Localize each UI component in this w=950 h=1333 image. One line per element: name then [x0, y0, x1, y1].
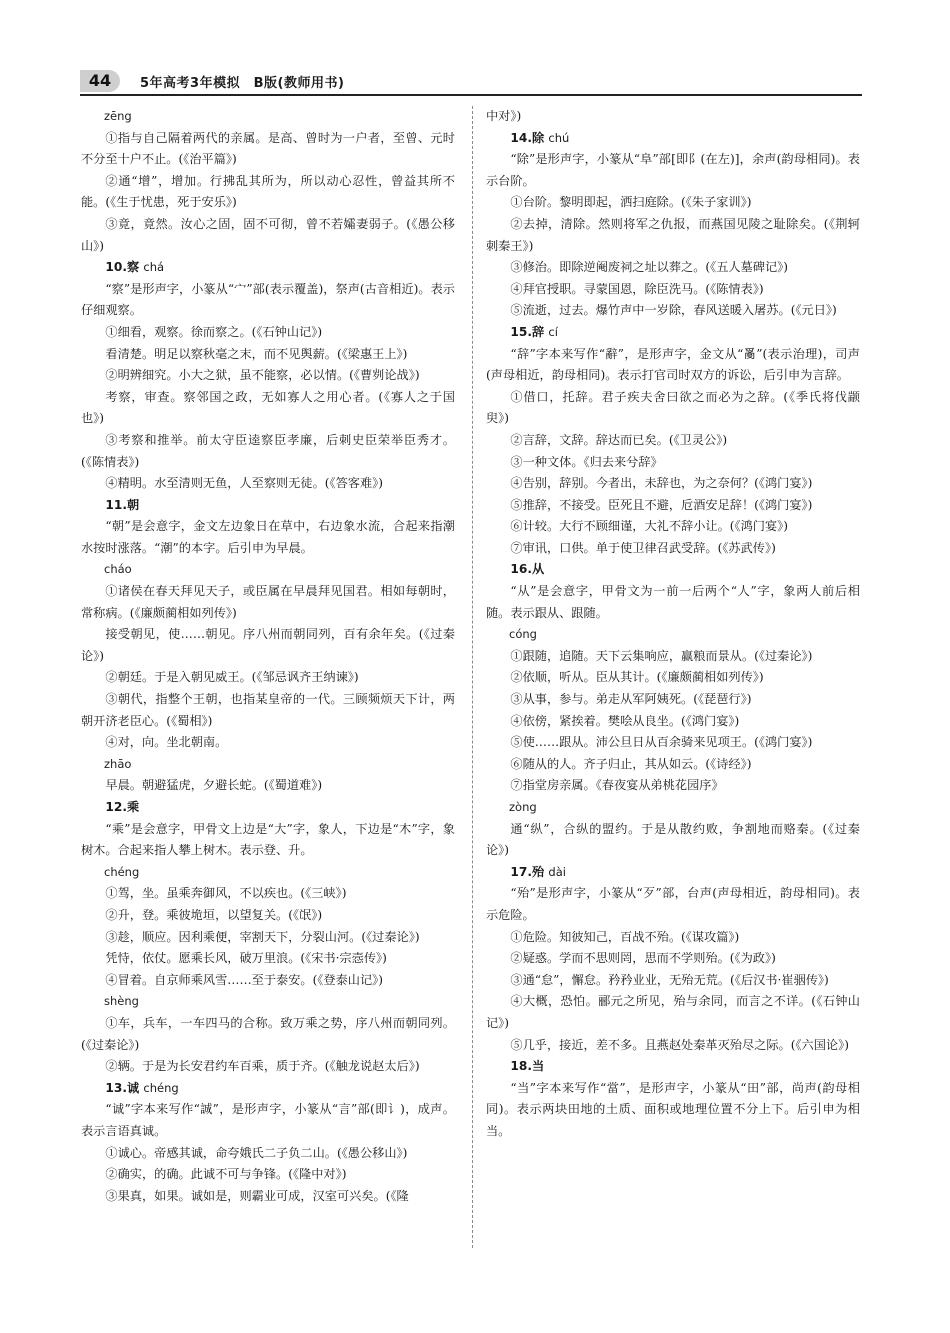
left-column — [81, 106, 455, 1207]
definition-paragraph: ①驾，坐。虽乘奔御风，不以疾也。(《三峡》) — [105, 886, 347, 901]
definition-paragraph: “察”是形声字，小篆从“宀”部(表示覆盖)，祭声(古音相近)。表示仔细观察。 — [81, 281, 455, 318]
definition-paragraph: ①危险。知彼知己，百战不殆。(《谋攻篇》) — [510, 929, 740, 944]
definition-paragraph: ④依傍，紧挨着。樊哙从良坐。(《鸿门宴》) — [510, 713, 740, 728]
definition-paragraph: ⑤流逝，过去。爆竹声中一岁除，春风送暖入屠苏。(《元日》) — [510, 303, 837, 318]
definition-paragraph: ⑤几乎，接近，差不多。且燕赵处秦革灭殆尽之际。(《六国论》) — [510, 1037, 849, 1052]
right-column — [486, 106, 860, 1143]
definition-paragraph: ③考察和推举。前太守臣逵察臣孝廉，后刺史臣荣举臣秀才。(《陈情表》) — [81, 432, 455, 469]
definition-paragraph: “朝”是会意字，金文左边象日在草中，右边象水流，合起来指潮水按时涨落。“潮”的本字。后引申为早晨。 — [81, 519, 455, 555]
definition-paragraph: ③从事，参与。弟走从军阿姨死。(《琵琶行》) — [510, 692, 752, 707]
pinyin-reading: cháo — [104, 562, 132, 577]
definition-paragraph: ③修治。即除逆阉废祠之址以葬之。(《五人墓碑记》) — [510, 260, 789, 275]
entry-title: 15.辞 — [510, 324, 545, 339]
pinyin-reading: zòng — [509, 800, 537, 814]
entry-heading — [486, 1056, 860, 1078]
definition-paragraph: “从”是会意字，甲骨文为一前一后两个“人”字，象两人前后相随。表示跟从、跟随。 — [486, 584, 860, 620]
definition-paragraph: ②言辞，文辞。辞达而已矣。(《卫灵公》) — [510, 432, 728, 447]
pinyin-reading: chéng — [104, 864, 140, 879]
definition-paragraph: ③果真，如果。诚如是，则霸业可成，汉室可兴矣。(《隆 — [105, 1188, 409, 1203]
definition-paragraph: ⑤使……跟从。沛公旦日从百余骑来见项王。(《鸿门宴》) — [510, 735, 813, 750]
definition-paragraph: ③一种文体。《归去来兮辞》 — [510, 454, 663, 469]
entry-title: 12.乘 — [105, 800, 140, 814]
definition-paragraph: ②去掉，清除。然则将军之仇报，而燕国见陵之耻除矣。(《荆轲刺秦王》) — [486, 216, 860, 253]
definition-paragraph: ①台阶。黎明即起，洒扫庭除。(《朱子家训》) — [510, 195, 752, 210]
definition-paragraph: ①借口，托辞。君子疾夫舍曰欲之而必为之辞。(《季氏将伐颛臾》) — [486, 389, 860, 426]
definition-paragraph: “乘”是会意字，甲骨文上边是“大”字，象人，下边是“木”字，象树木。合起来指人攀上树木。表示登、升。 — [81, 821, 455, 858]
definition-paragraph: ②依顺，听从。臣从其计。(《廉颇蔺相如列传》) — [510, 670, 764, 685]
definition-paragraph: “辞”字本来写作“辭”，是形声字，金文从“𤔔”(表示治理)，司声(声母相近，韵母相同)。表示打官司时双方的诉讼，后引申为言辞。 — [486, 346, 860, 383]
entry-heading — [81, 257, 455, 279]
pinyin-reading: zhāo — [104, 756, 132, 771]
book-title: 5年高考3年模拟 B版(教师用书) — [140, 76, 345, 91]
entry-title: 18.当 — [510, 1059, 545, 1074]
entry-heading — [81, 797, 455, 819]
page-header — [80, 70, 862, 96]
definition-paragraph: ①细看，观察。徐而察之。(《石钟山记》) — [105, 324, 323, 339]
definition-paragraph: ③竟，竟然。汝心之固，固不可彻，曾不若孀妻弱子。(《愚公移山》) — [81, 216, 455, 253]
entry-title: 13.诚 — [105, 1080, 140, 1095]
definition-paragraph: ①诚心。帝感其诚，命夸娥氏二子负二山。(《愚公移山》) — [105, 1145, 408, 1160]
definition-paragraph: 接受朝见，使……朝见。序八州而朝同列，百有余年矣。(《过秦论》) — [81, 627, 455, 663]
definition-paragraph: ②辆。于是为长安君约车百乘，质于齐。(《触龙说赵太后》) — [105, 1059, 420, 1074]
pinyin-reading: cóng — [509, 627, 537, 642]
definition-paragraph: “诚”字本来写作“誠”，是形声字，小篆从“言”部(即讠)，成声。表示言语真诚。 — [81, 1102, 455, 1138]
entry-pinyin: cí — [548, 324, 558, 339]
entry-heading — [486, 128, 860, 150]
definition-paragraph: ①车，兵车，一车四马的合称。致万乘之势，序八州而朝同列。(《过秦论》) — [81, 1015, 455, 1052]
entry-pinyin: chéng — [143, 1080, 179, 1095]
definition-paragraph: ②疑惑。学而不思则罔，思而不学则殆。(《为政》) — [510, 951, 776, 966]
definition-paragraph: “殆”是形声字，小篆从“歹”部，台声(声母相近，韵母相同)。表示危险。 — [486, 886, 860, 922]
definition-paragraph: ②朝廷。于是入朝见威王。(《邹忌讽齐王纳谏》) — [105, 670, 359, 685]
entry-title: 16.从 — [510, 562, 545, 577]
definition-paragraph: “除”是形声字，小篆从“阜”部[即阝(在左)]，余声(韵母相同)。表示台阶。 — [486, 152, 860, 188]
entry-heading — [486, 322, 860, 344]
definition-paragraph: 看清楚。明足以察秋毫之末，而不见舆薪。(《梁惠王上》) — [105, 346, 408, 361]
definition-paragraph: ④大概，恐怕。郦元之所见，殆与余同，而言之不详。(《石钟山记》) — [486, 994, 860, 1030]
definition-paragraph: ③通“怠”，懈怠。矜矜业业，无殆无荒。(《后汉书·崔骃传》) — [510, 972, 829, 987]
definition-paragraph: “当”字本来写作“當”，是形声字，小篆从“田”部，尚声(韵母相同)。表示两块田地的土质、面积或地理位置不分上下。后引申为相当。 — [486, 1080, 860, 1138]
page-number: 44 — [80, 70, 120, 92]
definition-paragraph: ⑤推辞，不接受。臣死且不避，卮酒安足辞！(《鸿门宴》) — [510, 497, 813, 512]
column-divider — [472, 106, 473, 1248]
definition-paragraph: ①指与自己隔着两代的亲属。是高、曾时为一户者，至曾、元时不分至十户不止。(《治平篇》) — [81, 130, 455, 167]
definition-paragraph: ⑦指堂房亲属。《春夜宴从弟桃花园序》 — [510, 778, 724, 793]
definition-paragraph: ①跟随，追随。天下云集响应，赢粮而景从。(《过秦论》) — [510, 648, 813, 663]
definition-paragraph: ⑦审讯，口供。单于使卫律召武受辞。(《苏武传》) — [510, 540, 776, 555]
entry-heading — [486, 862, 860, 884]
definition-paragraph: ①诸侯在春天拜见天子，或臣属在早晨拜见国君。相如每朝时，常称病。(《廉颇蔺相如列传》) — [81, 584, 455, 620]
definition-paragraph: ④精明。水至清则无鱼，人至察则无徒。(《答客难》) — [105, 476, 384, 491]
entry-heading — [486, 559, 860, 581]
pinyin-reading: shèng — [104, 994, 139, 1009]
entry-title: 17.殆 — [510, 864, 545, 879]
definition-paragraph: ④对，向。坐北朝南。 — [105, 735, 228, 750]
definition-paragraph: ③朝代，指整个王朝，也指某皇帝的一代。三顾频烦天下计，两朝开济老臣心。(《蜀相》) — [81, 692, 455, 728]
definition-paragraph: ③趁，顺应。因利乘便，宰割天下，分裂山河。(《过秦论》) — [105, 929, 420, 944]
entry-pinyin: dài — [548, 864, 566, 879]
definition-paragraph: ⑥随从的人。齐子归止，其从如云。(《诗经》) — [510, 756, 752, 771]
entry-title: 14.除 — [510, 130, 545, 145]
definition-paragraph: ②确实，的确。此诚不可与争锋。(《隆中对》) — [105, 1167, 347, 1182]
definition-paragraph: 考察，审查。察邻国之政，无如寡人之用心者。(《寡人之于国也》) — [81, 389, 455, 426]
text-continuation: 中对》) — [486, 109, 522, 123]
definition-paragraph: 凭恃，依仗。愿乘长风，破万里浪。(《宋书·宗悫传》) — [105, 951, 387, 966]
entry-heading — [81, 1078, 455, 1100]
definition-paragraph: ⑥计较。大行不顾细谨，大礼不辞小让。(《鸿门宴》) — [510, 519, 789, 534]
definition-paragraph: ②升，登。乘彼垝垣，以望复关。(《氓》) — [105, 907, 323, 922]
entry-title: 11.朝 — [105, 497, 140, 512]
definition-paragraph: ④冒着。自京师乘风雪……至于泰安。(《登泰山记》) — [105, 972, 384, 987]
definition-paragraph: 通“纵”，合纵的盟约。于是从散约败，争割地而赂秦。(《过秦论》) — [486, 821, 860, 858]
definition-paragraph: ④告别，辞别。今者出，未辞也，为之奈何？(《鸿门宴》) — [510, 476, 813, 491]
definition-paragraph: ②通“增”，增加。行拂乱其所为，所以动心忍性，曾益其所不能。(《生于忧患，死于安乐》) — [81, 173, 455, 210]
entry-pinyin: chú — [548, 130, 570, 145]
pinyin-reading: zēng — [104, 109, 132, 123]
entry-heading — [81, 495, 455, 517]
definition-paragraph: ②明辨细究。小大之狱，虽不能察，必以情。(《曹刿论战》) — [105, 368, 420, 383]
entry-pinyin: chá — [143, 260, 165, 275]
definition-paragraph: ④拜官授职。寻蒙国恩，除臣洗马。(《陈情表》) — [510, 281, 764, 296]
definition-paragraph: 早晨。朝避猛虎，夕避长蛇。(《蜀道难》) — [105, 778, 323, 793]
entry-title: 10.察 — [105, 260, 140, 275]
